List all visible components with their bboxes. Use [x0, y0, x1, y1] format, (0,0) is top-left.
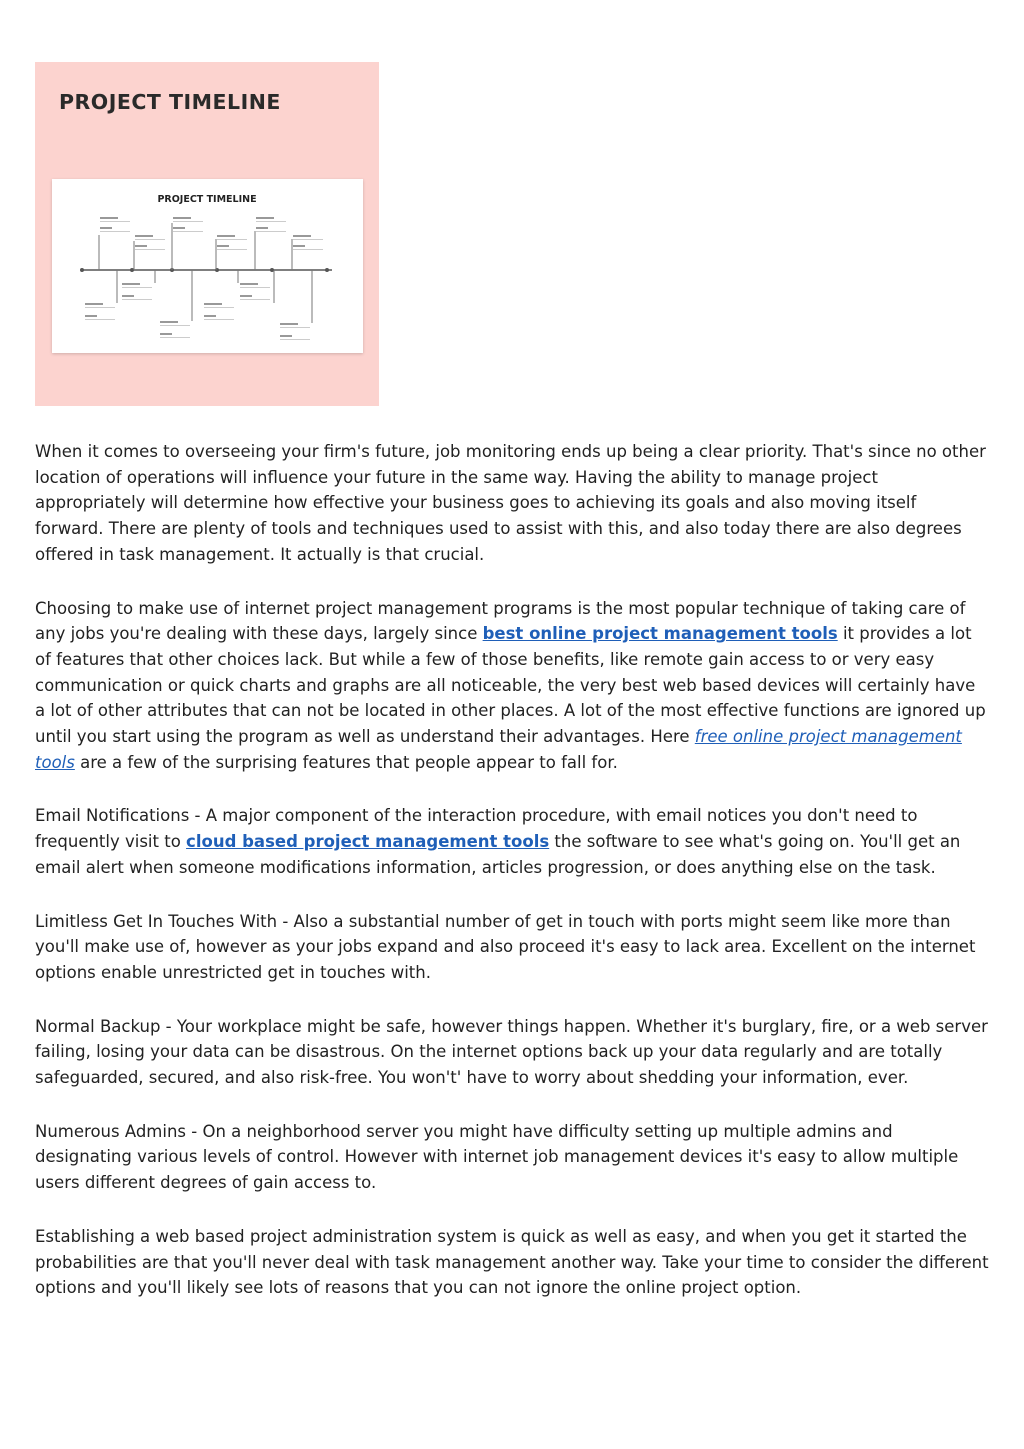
project-timeline-image — [35, 62, 379, 406]
paragraph-text: Email Notifications - A major component of the interaction procedure, with email notices you don't need to frequently visit to — [35, 806, 918, 852]
best-tools-link[interactable]: best online project management tools — [482, 624, 838, 644]
paragraph-text: are a few of the surprising features that people appear to fall for. — [74, 752, 618, 772]
paragraph-intro: When it comes to overseeing your firm's future, job monitoring ends up being a clear priority. That's since no other location of operations will influence your future in the same way. Having the ability to manage project appropriately will determine how effective your business goes to achieving its goals and also moving itself forward. There are plenty of tools and techniques used to assist with this, and also today there are also degrees offered in task management. It actually is that crucial. — [35, 442, 986, 564]
paragraph-contacts: Limitless Get In Touches With - Also a substantial number of get in touch with ports might seem like more than you'll make use of, however as your jobs expand and also proceed it's easy to lack area. Excellent on the internet options enable unrestricted get in touches with. — [35, 911, 976, 982]
cloud-tools-link[interactable]: cloud based project management tools — [186, 832, 550, 852]
paragraph-text: the software to see what's going on. You'll get an email alert when someone modifications information, articles progression, or does anything else on the task. — [35, 832, 961, 877]
image-title: PROJECT TIMELINE — [59, 90, 281, 114]
paragraph-backup: Normal Backup - Your workplace might be safe, however things happen. Whether it's burglary, fire, or a web server failing, losing your data can be disastrous. On the internet options back up your data regularly and are totally safeguarded, secured, and also risk-free. You won't' have to worry about shedding your information, ever. — [35, 1016, 988, 1088]
paragraph-text: it provides a lot of features that other choices lack. But while a few of those benefits, like remote gain access to or very easy communication or quick charts and graphs are all noticeable, the very best web based devices will certainly have a lot of other attributes that can not be located in other places. A lot of the most effective functions are ignored up until you start using the program as well as understand their advantages. Here — [35, 624, 986, 747]
free-tools-link[interactable]: free online project management tools — [35, 727, 962, 772]
paragraph-choosing — [35, 596, 990, 776]
paragraph-conclusion: Establishing a web based project administration system is quick as well as easy, and when you get it started the probabilities are that you'll never deal with task management another way. Take your time to consider the different options and you'll likely see lots of reasons that you can not ignore the online project option. — [35, 1226, 989, 1298]
paragraph-text: Choosing to make use of internet project management programs is the most popular technique of taking care of any jobs you're dealing with these days, largely since — [35, 598, 966, 644]
timeline-sheet — [52, 179, 363, 353]
article-body — [35, 439, 990, 1329]
paragraph-email — [35, 803, 990, 880]
sheet-title: PROJECT TIMELINE — [157, 194, 257, 205]
paragraph-admins: Numerous Admins - On a neighborhood server you might have difficulty setting up multiple admins and designating various levels of control. However with internet job management devices it's easy to allow multiple users different degrees of gain access to. — [35, 1121, 959, 1193]
timeline-diagram — [52, 179, 363, 353]
